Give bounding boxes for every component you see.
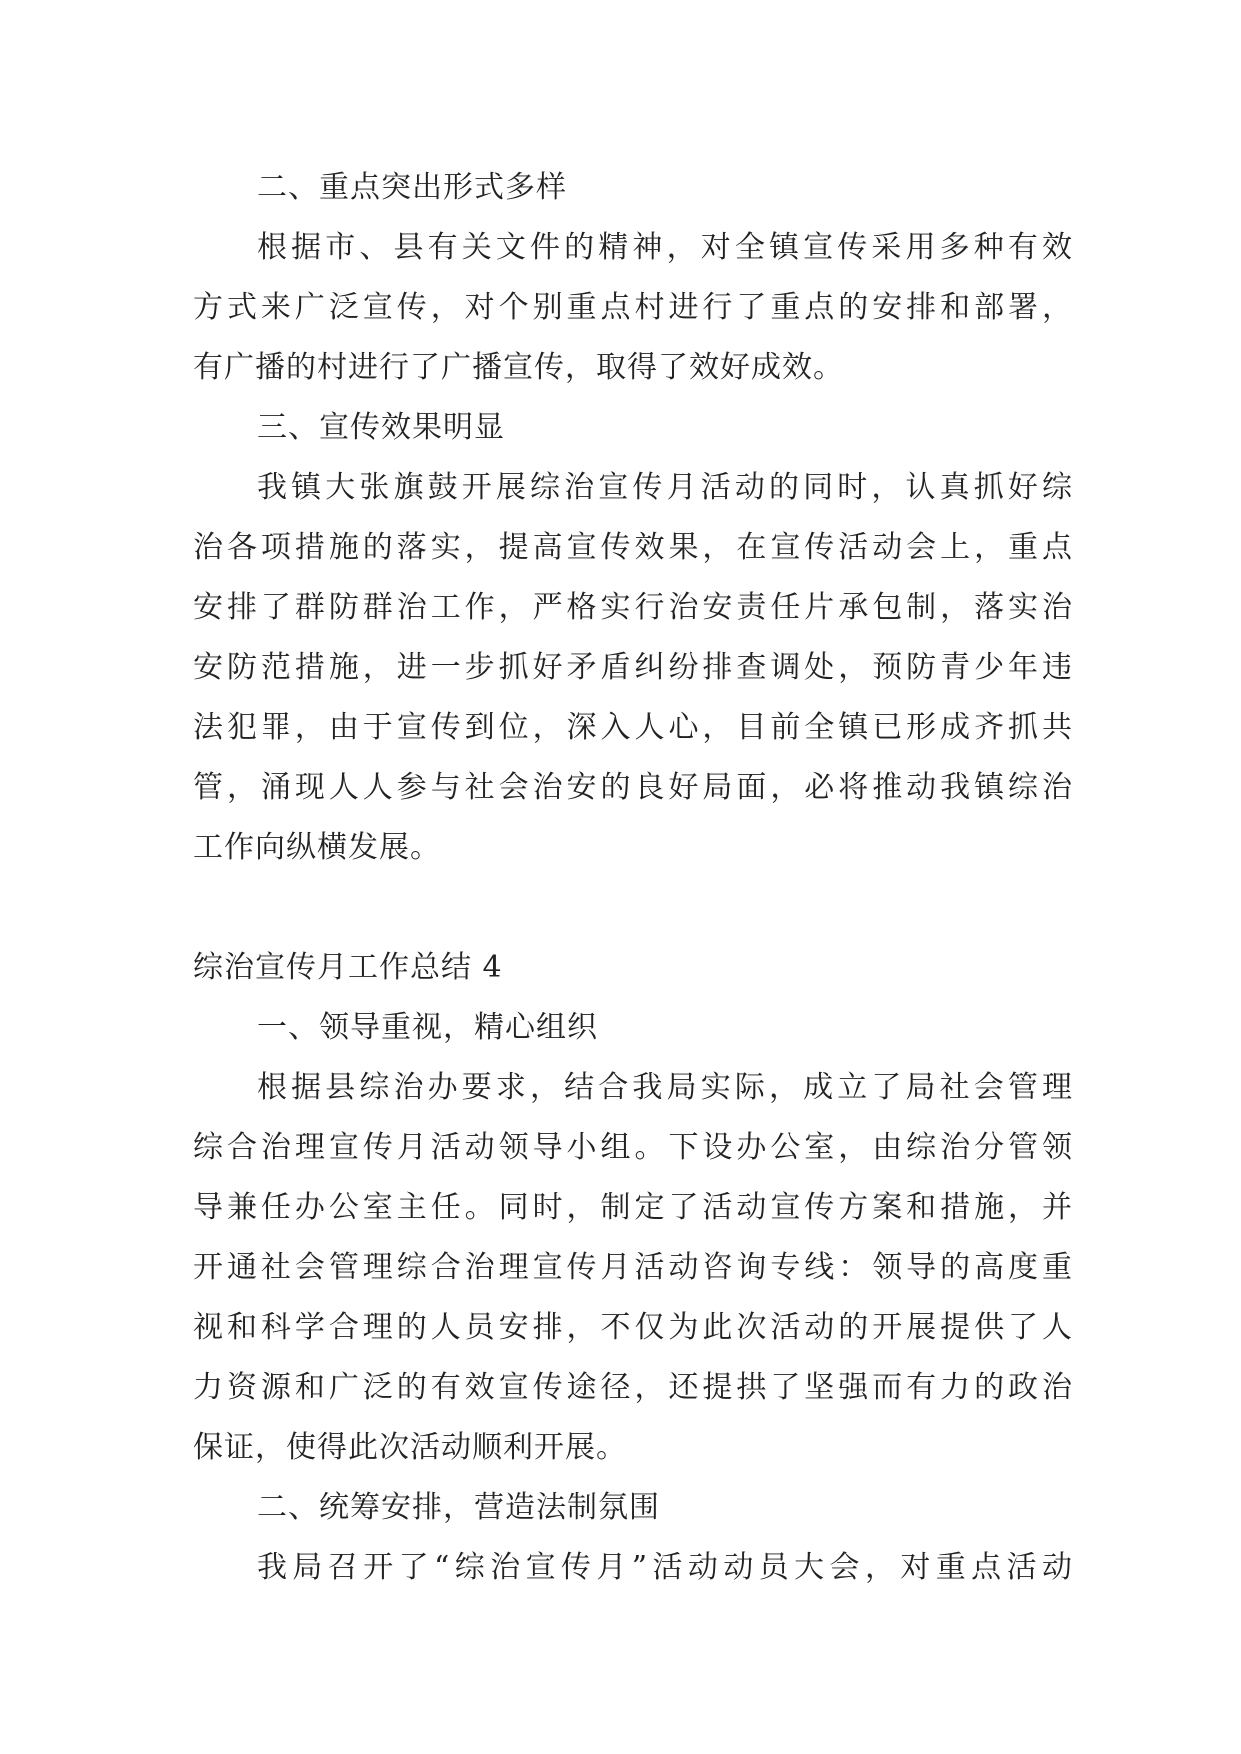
paragraph-line: 开通社会管理综合治理宣传月活动咨询专线：领导的高度重: [193, 1250, 1073, 1285]
paragraph: [193, 458, 1073, 878]
paragraph-line: 工作向纵横发展。: [193, 830, 441, 865]
section-heading: 二、统筹安排，营造法制氛围: [257, 1490, 660, 1525]
document-title: 综治宣传月工作总结 4: [193, 950, 503, 985]
paragraph-line: 根据市、县有关文件的精神，对全镇宣传采用多种有效: [257, 230, 1073, 265]
paragraph-line: 治各项措施的落实，提高宣传效果，在宣传活动会上，重点: [193, 530, 1073, 565]
paragraph-line: 保证，使得此次活动顺利开展。: [193, 1430, 627, 1465]
section-heading: 三、宣传效果明显: [257, 410, 505, 445]
paragraph-line: 方式来广泛宣传，对个别重点村进行了重点的安排和部署，: [193, 290, 1073, 325]
paragraph-line: 力资源和广泛的有效宣传途径，还提拱了坚强而有力的政治: [193, 1370, 1073, 1405]
paragraph-line: 法犯罪，由于宣传到位，深入人心，目前全镇已形成齐抓共: [193, 710, 1073, 745]
paragraph-line: 导兼任办公室主任。同时，制定了活动宣传方案和措施，并: [193, 1190, 1073, 1225]
paragraph: [193, 1538, 1073, 1598]
paragraph: [193, 1058, 1073, 1478]
paragraph: [193, 218, 1073, 398]
section-heading: 一、领导重视，精心组织: [257, 1010, 598, 1045]
section-heading: 二、重点突出形式多样: [257, 170, 567, 205]
paragraph-line: 综合治理宣传月活动领导小组。下设办公室，由综治分管领: [193, 1130, 1073, 1165]
paragraph-line: 根据县综治办要求，结合我局实际，成立了局社会管理: [257, 1070, 1073, 1105]
paragraph-line: 视和科学合理的人员安排，不仅为此次活动的开展提供了人: [193, 1310, 1073, 1345]
paragraph-line: 安防范措施，进一步抓好矛盾纠纷排查调处，预防青少年违: [193, 650, 1073, 685]
paragraph-line: 我局召开了“综治宣传月”活动动员大会，对重点活动: [257, 1550, 1073, 1585]
paragraph-line: 有广播的村进行了广播宣传，取得了效好成效。: [193, 350, 844, 385]
paragraph-line: 我镇大张旗鼓开展综治宣传月活动的同时，认真抓好综: [257, 470, 1073, 505]
paragraph-line: 管，涌现人人参与社会治安的良好局面，必将推动我镇综治: [193, 770, 1073, 805]
spacer: [193, 878, 1073, 938]
document-body: [193, 158, 1073, 1598]
paragraph-line: 安排了群防群治工作，严格实行治安责任片承包制，落实治: [193, 590, 1073, 625]
